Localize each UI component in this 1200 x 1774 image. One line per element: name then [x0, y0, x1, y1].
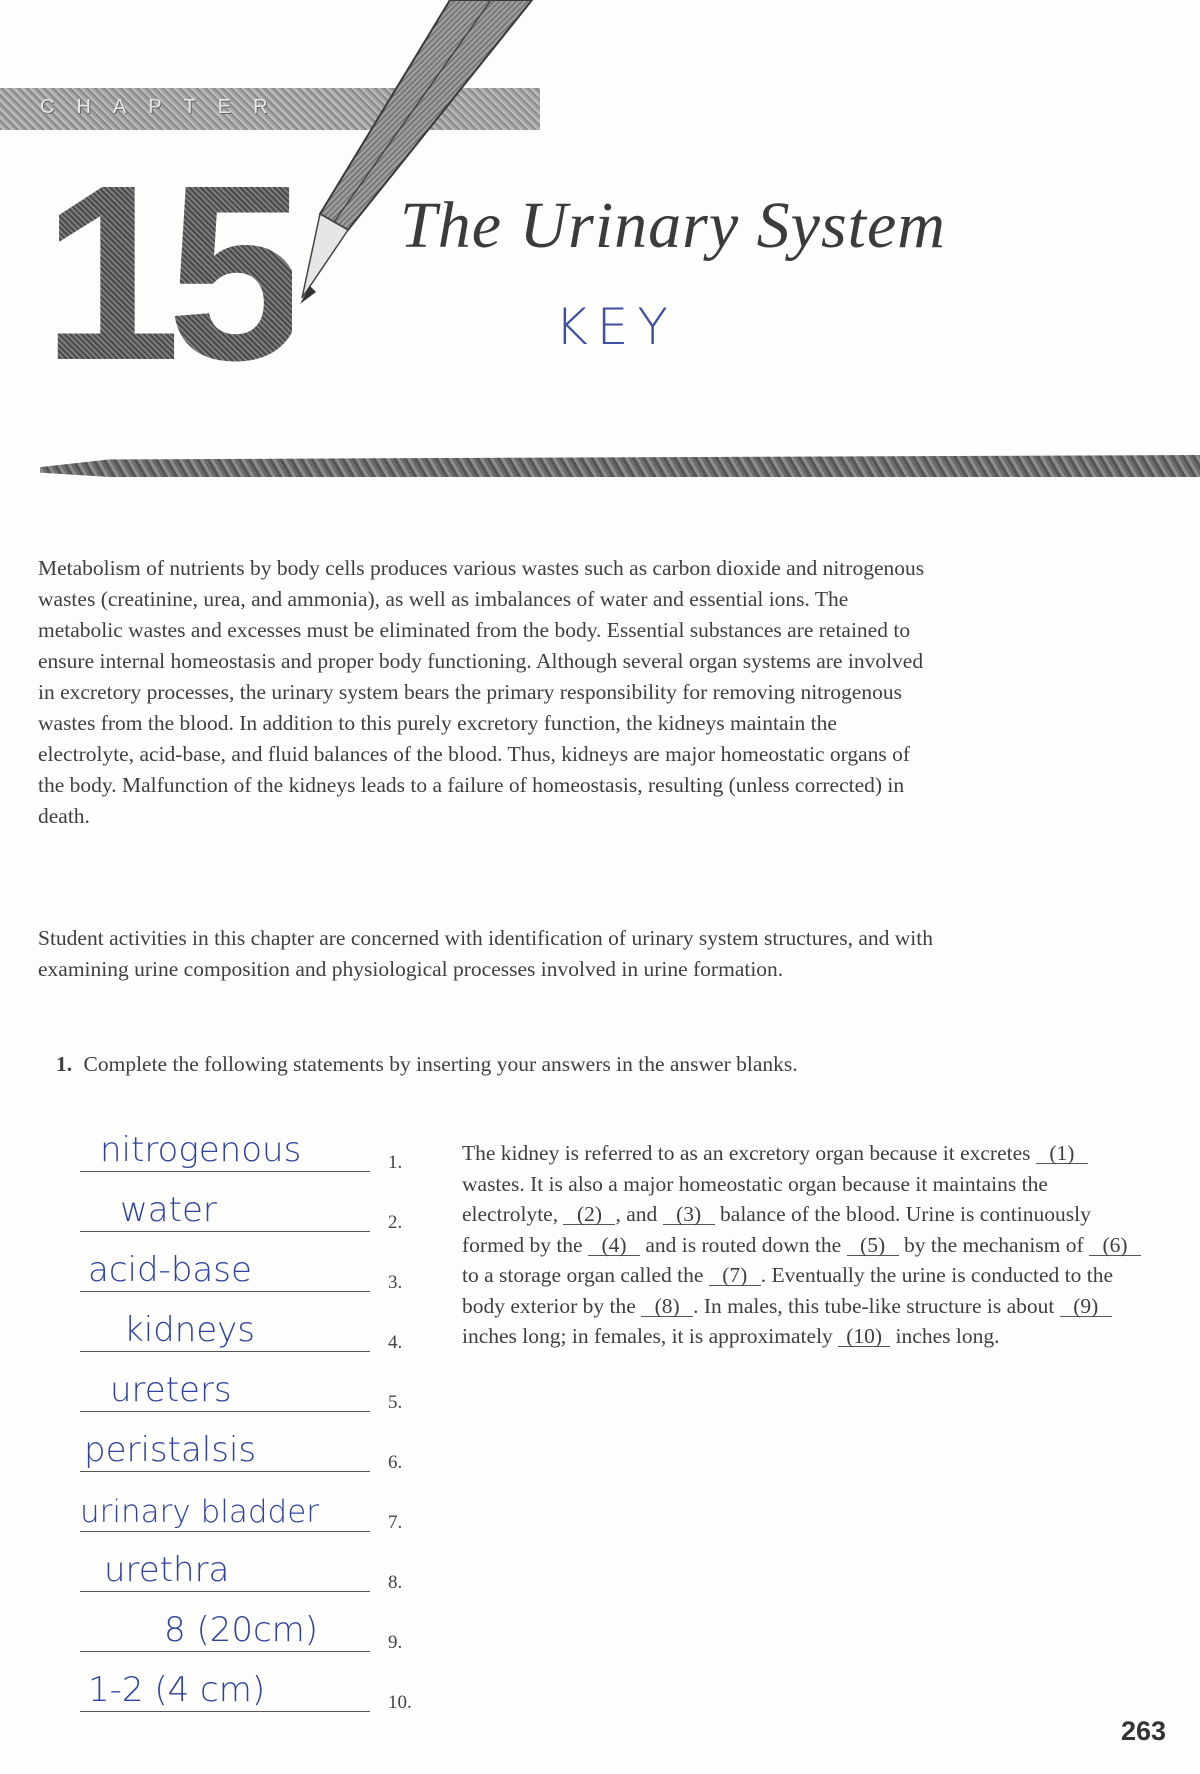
statement-text: inches long; in females, it is approximately: [462, 1324, 833, 1348]
answer-number: 9.: [388, 1632, 403, 1653]
handwritten-answer: 8 (20cm): [164, 1610, 319, 1650]
answer-blank-9[interactable]: [80, 1598, 420, 1658]
statement-text: to a storage organ called the: [462, 1263, 704, 1287]
fill-in-statement: [462, 1138, 1142, 1352]
statement-text: . Eventually the urine is conducted to the body exterior by the: [462, 1263, 1114, 1318]
pencil-icon: [240, 0, 580, 330]
answer-line: [80, 1291, 370, 1292]
answer-key-label: KEY: [555, 298, 677, 356]
blank-9: (9): [1060, 1296, 1112, 1317]
intro-paragraph: Metabolism of nutrients by body cells produces various wastes such as carbon dioxide and nitrogenous wastes (creatinine, urea, and ammonia), as well as imbalances of water and essential ions. The metabolic wastes and excesses must be eliminated from the body. Essential substances are retained to ensure internal homeostasis and proper body functioning. Although several organ systems are involved in excretory processes, the urinary system bears the primary responsibility for removing nitrogenous wastes from the blood. In addition to this purely excretory function, the kidneys maintain the electrolyte, acid-base, and fluid balances of the blood. Thus, kidneys are major homeostatic organs of the body. Malfunction of the kidneys leads to a failure of homeostasis, resulting (unless corrected) in death.: [38, 556, 925, 828]
blank-8: (8): [641, 1296, 693, 1317]
answer-blank-7[interactable]: [80, 1478, 420, 1538]
statement-text: The kidney is referred to as an excretory organ because it excretes: [462, 1141, 1031, 1165]
blank-2: (2): [563, 1204, 615, 1225]
answer-line: [80, 1411, 370, 1412]
answer-number: 10.: [388, 1692, 412, 1713]
answer-line: [80, 1591, 370, 1592]
answer-number: 6.: [388, 1452, 403, 1473]
exercise-instruction: [56, 1049, 896, 1080]
statement-text: by the mechanism of: [903, 1232, 1084, 1257]
handwritten-answer: water: [120, 1190, 217, 1230]
exercise-number: 1.: [56, 1052, 73, 1076]
handwritten-answer: nitrogenous: [100, 1130, 302, 1170]
answer-number: 7.: [388, 1512, 403, 1533]
chapter-number: 15: [42, 133, 293, 412]
statement-text: wastes. It is also a major homeostatic organ because it maintains the electrolyte,: [462, 1171, 1048, 1226]
handwritten-answer: peristalsis: [84, 1430, 257, 1470]
answer-line: [80, 1231, 370, 1232]
handwritten-answer: kidneys: [124, 1310, 256, 1350]
statement-text: and is routed down the: [645, 1232, 842, 1257]
answer-line: [80, 1471, 370, 1472]
answer-line: [80, 1351, 370, 1352]
handwritten-answer: ureters: [110, 1370, 232, 1410]
blank-4: (4): [588, 1235, 640, 1256]
blank-5: (5): [847, 1235, 899, 1256]
handwritten-answer: acid-base: [88, 1250, 252, 1290]
answer-blank-1[interactable]: [80, 1118, 420, 1178]
page-number: 263: [1120, 1716, 1166, 1746]
answer-number: 1.: [388, 1152, 403, 1173]
statement-text: inches long.: [895, 1324, 1000, 1348]
handwritten-answer: urethra: [104, 1550, 230, 1590]
decorative-rule: [40, 455, 1200, 477]
blank-7: (7): [709, 1265, 761, 1286]
answer-number: 5.: [388, 1392, 403, 1413]
handwritten-answer: 1-2 (4 cm): [88, 1670, 266, 1710]
answer-blank-4[interactable]: [80, 1298, 420, 1358]
answer-blank-10[interactable]: [80, 1658, 420, 1718]
chapter-label: CHAPTER: [40, 96, 290, 118]
statement-text: balance of the blood. Urine is continuously formed by the: [462, 1202, 1091, 1257]
statement-text: , and: [615, 1202, 658, 1226]
answer-line: [80, 1531, 370, 1532]
answer-line: [80, 1711, 370, 1712]
exercise-text: Complete the following statements by inserting your answers in the answer blanks.: [83, 1052, 798, 1076]
answer-blank-2[interactable]: [80, 1178, 420, 1238]
answer-blank-8[interactable]: [80, 1538, 420, 1598]
answer-number: 3.: [388, 1272, 403, 1293]
answer-blank-5[interactable]: [80, 1358, 420, 1418]
answer-line: [80, 1651, 370, 1652]
answer-number: 2.: [388, 1212, 403, 1233]
answer-number: 4.: [388, 1332, 403, 1353]
blank-10: (10): [838, 1326, 890, 1347]
chapter-title: The Urinary System: [400, 189, 946, 262]
handwritten-answer: urinary bladder: [80, 1494, 320, 1530]
blank-3: (3): [663, 1204, 715, 1225]
activities-paragraph: Student activities in this chapter are concerned with identification of urinary system structures, and with examining urine composition and physiological processes involved in urine formation.: [38, 926, 933, 981]
answer-number: 8.: [388, 1572, 403, 1593]
blank-1: (1): [1036, 1143, 1088, 1164]
answer-blank-6[interactable]: [80, 1418, 420, 1478]
blank-6: (6): [1089, 1235, 1141, 1256]
answer-blank-3[interactable]: [80, 1238, 420, 1298]
statement-text: . In males, this tube-like structure is about: [693, 1293, 1055, 1318]
answer-line: [80, 1171, 370, 1172]
